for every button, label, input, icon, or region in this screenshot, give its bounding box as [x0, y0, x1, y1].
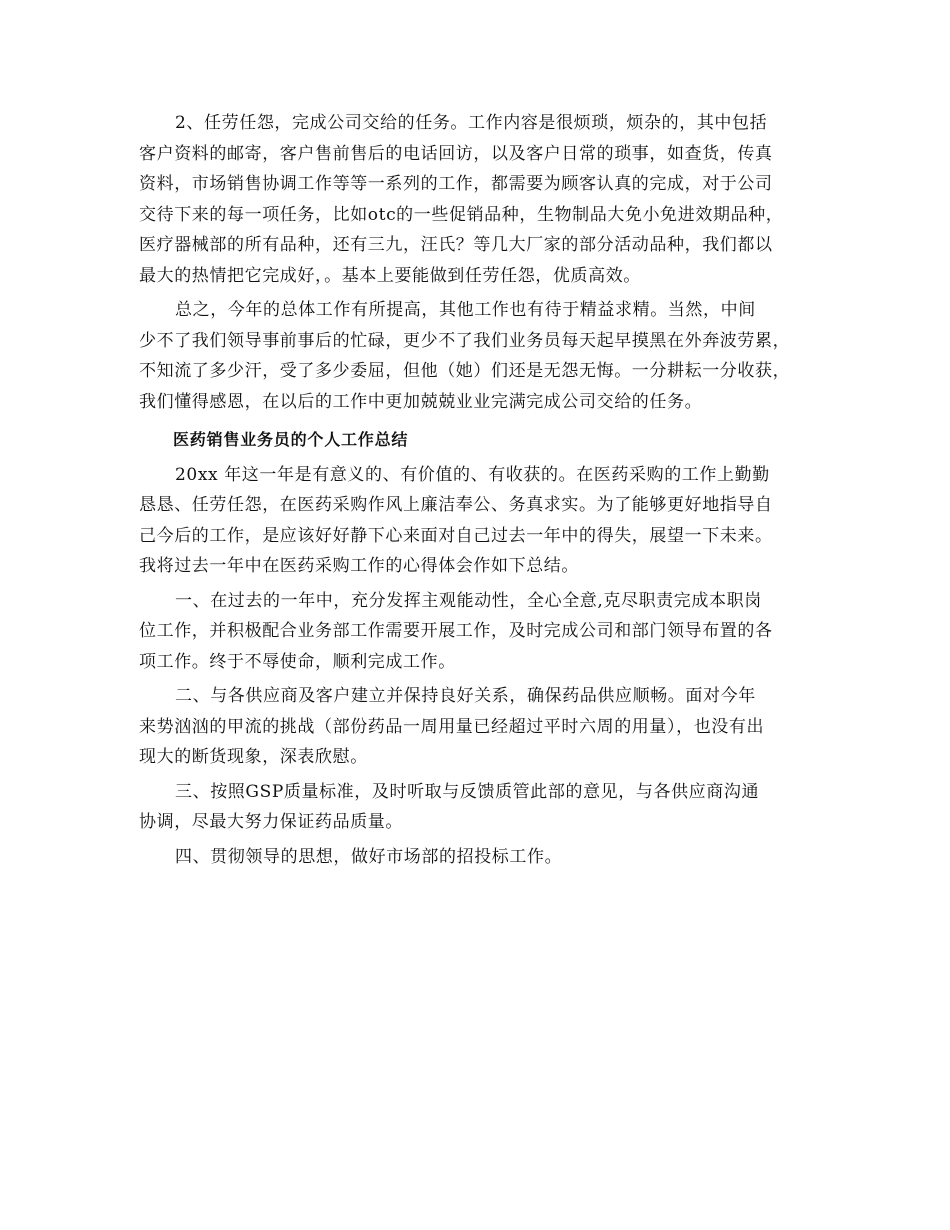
paragraph-point-one	[139, 586, 824, 678]
text-line: 少不了我们领导事前事后的忙碌，更少不了我们业务员每天起早摸黑在外奔波劳累，	[139, 330, 791, 351]
text-line: 我将过去一年中在医药采购工作的心得体会作如下总结。	[139, 556, 579, 576]
text-line: 一、在过去的一年中，充分发挥主观能动性，全心全意,克尽职责完成本职岗	[175, 590, 762, 611]
text-line: 交待下来的每一项任务，比如otc的一些促销品种，生物制品大免小免进效期品种，	[139, 204, 784, 225]
text-line: 我们懂得感恩，在以后的工作中更加兢兢业业完满完成公司交给的任务。	[139, 391, 703, 412]
text-line: 二、与各供应商及客户建立并保持良好关系，确保药品供应顺畅。面对今年	[175, 686, 756, 706]
paragraph-point-two	[139, 681, 824, 773]
text-line: 医疗器械部的所有品种，还有三九，汪氏？等几大厂家的部分活动品种，我们都以	[139, 235, 773, 255]
text-line: 来势汹汹的甲流的挑战（部份药品一周用量已经超过平时六周的用量），也没有出	[139, 716, 765, 737]
paragraph-point-four	[139, 842, 824, 873]
text-line: 最大的热情把它完成好，。基本上要能做到任劳任怨，优质高效。	[139, 265, 641, 286]
text-line: 己今后的工作，是应该好好静下心来面对自己过去一年中的得失，展望一下未来。	[139, 525, 773, 546]
text-line: 恳恳、任劳任怨，在医药采购作风上廉洁奉公、务真求实。为了能够更好地指导自	[139, 495, 773, 515]
paragraph-intro	[139, 460, 824, 582]
text-line: 位工作，并积极配合业务部工作需要开展工作，及时完成公司和部门领导布置的各	[139, 621, 773, 641]
text-line: 总之，今年的总体工作有所提高，其他工作也有待于精益求精。当然，中间	[175, 300, 756, 320]
text-line: 三、按照GSP质量标准，及时听取与反馈质管此部的意见，与各供应商沟通	[175, 781, 760, 802]
text-line: 四、贯彻领导的思想，做好市场部的招投标工作。	[175, 846, 563, 867]
paragraph-point-three	[139, 777, 824, 838]
text-line: 资料，市场销售协调工作等等一系列的工作，都需要为顾客认真的完成，对于公司	[139, 174, 773, 194]
text-line: 客户资料的邮寄，客户售前售后的电话回访，以及客户日常的琐事，如查货，传真	[139, 143, 773, 164]
section-heading: 医药销售业务员的个人工作总结	[173, 430, 409, 449]
text-line: 20xx 年这一年是有意义的、有价值的、有收获的。在医药采购的工作上勤勤	[175, 464, 770, 485]
text-line: 不知流了多少汗，受了多少委屈，但他（她）们还是无怨无悔。一分耕耘一分收获，	[139, 361, 791, 381]
text-line: 现大的断货现象，深表欣慰。	[139, 747, 368, 767]
text-line: 2、任劳任怨，完成公司交给的任务。工作内容是很烦琐，烦杂的，其中包括	[175, 113, 768, 133]
text-line: 项工作。终于不辱使命，顺利完成工作。	[139, 651, 456, 672]
text-line: 协调，尽最大努力保证药品质量。	[139, 812, 403, 832]
paragraph-summary	[139, 295, 824, 417]
document-page	[139, 108, 824, 872]
paragraph-tasks	[139, 108, 824, 291]
